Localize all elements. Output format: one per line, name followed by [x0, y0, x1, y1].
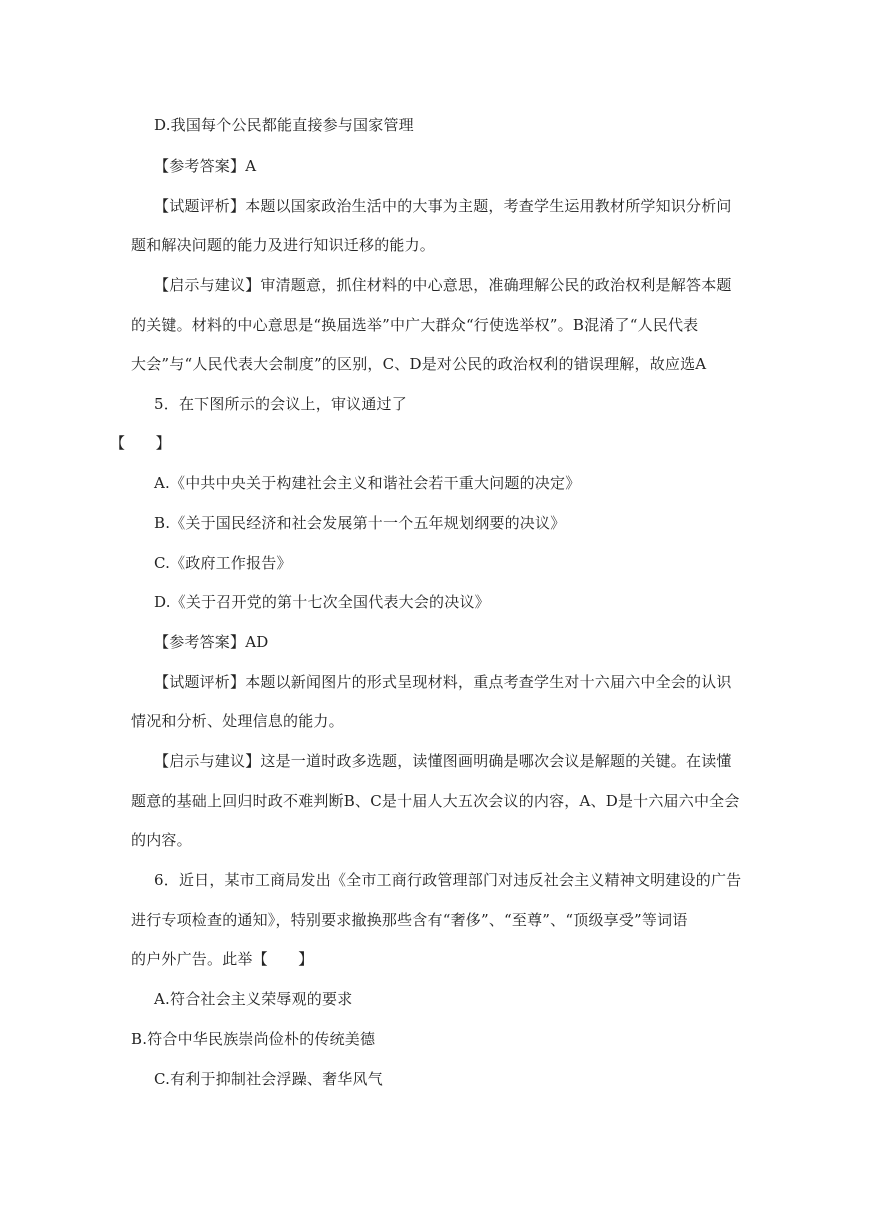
suggestion-q5-line2: 题意的基础上回归时政不难判断B、C是十届人大五次会议的内容，A、D是十六届六中全会: [131, 792, 740, 810]
suggestion-q4-line2: 的关键。材料的中心意思是“换届选举”中广大群众“行使选举权”。B混淆了“人民代表: [131, 316, 699, 334]
option-d-q4: D.我国每个公民都能直接参与国家管理: [154, 116, 414, 134]
suggestion-q4-line3: 大会”与“人民代表大会制度”的区别，C、D是对公民的政治权利的错误理解，故应选A: [131, 355, 707, 373]
question-6-line2: 进行专项检查的通知》，特别要求撤换那些含有“奢侈”、“至尊”、“顶级享受”等词语: [131, 911, 688, 929]
analysis-q5-line1: 【试题评析】本题以新闻图片的形式呈现材料，重点考查学生对十六届六中全会的认识: [154, 673, 732, 691]
analysis-q4-line1: 【试题评析】本题以国家政治生活中的大事为主题，考查学生运用教材所学知识分析问: [154, 197, 732, 215]
option-c-q5: C.《政府工作报告》: [154, 554, 292, 572]
question-5: 5．在下图所示的会议上，审议通过了: [154, 395, 407, 413]
suggestion-q5-line3: 的内容。: [131, 831, 192, 849]
answer-blank-q5: 【 】: [110, 434, 171, 452]
analysis-q4-line2: 题和解决问题的能力及进行知识迁移的能力。: [131, 236, 436, 254]
option-d-q5: D.《关于召开党的第十七次全国代表大会的决议》: [154, 593, 490, 611]
option-b-q6: B.符合中华民族崇尚俭朴的传统美德: [131, 1030, 376, 1048]
question-6-line3: 的户外广告。此举【 】: [131, 950, 314, 968]
suggestion-q5-line1: 【启示与建议】这是一道时政多选题，读懂图画明确是哪次会议是解题的关键。在读懂: [154, 752, 732, 770]
option-a-q5: A.《中共中央关于构建社会主义和谐社会若干重大问题的决定》: [154, 474, 581, 492]
option-b-q5: B.《关于国民经济和社会发展第十一个五年规划纲要的决议》: [154, 514, 566, 532]
question-6-line1: 6．近日，某市工商局发出《全市工商行政管理部门对违反社会主义精神文明建设的广告: [154, 871, 742, 889]
answer-q5: 【参考答案】AD: [154, 633, 269, 651]
option-c-q6: C.有利于抑制社会浮躁、奢华风气: [154, 1070, 383, 1088]
answer-q4: 【参考答案】A: [154, 157, 257, 175]
suggestion-q4-line1: 【启示与建议】审清题意，抓住材料的中心意思，准确理解公民的政治权利是解答本题: [154, 276, 732, 294]
analysis-q5-line2: 情况和分析、处理信息的能力。: [131, 712, 344, 730]
option-a-q6: A.符合社会主义荣辱观的要求: [154, 990, 353, 1008]
